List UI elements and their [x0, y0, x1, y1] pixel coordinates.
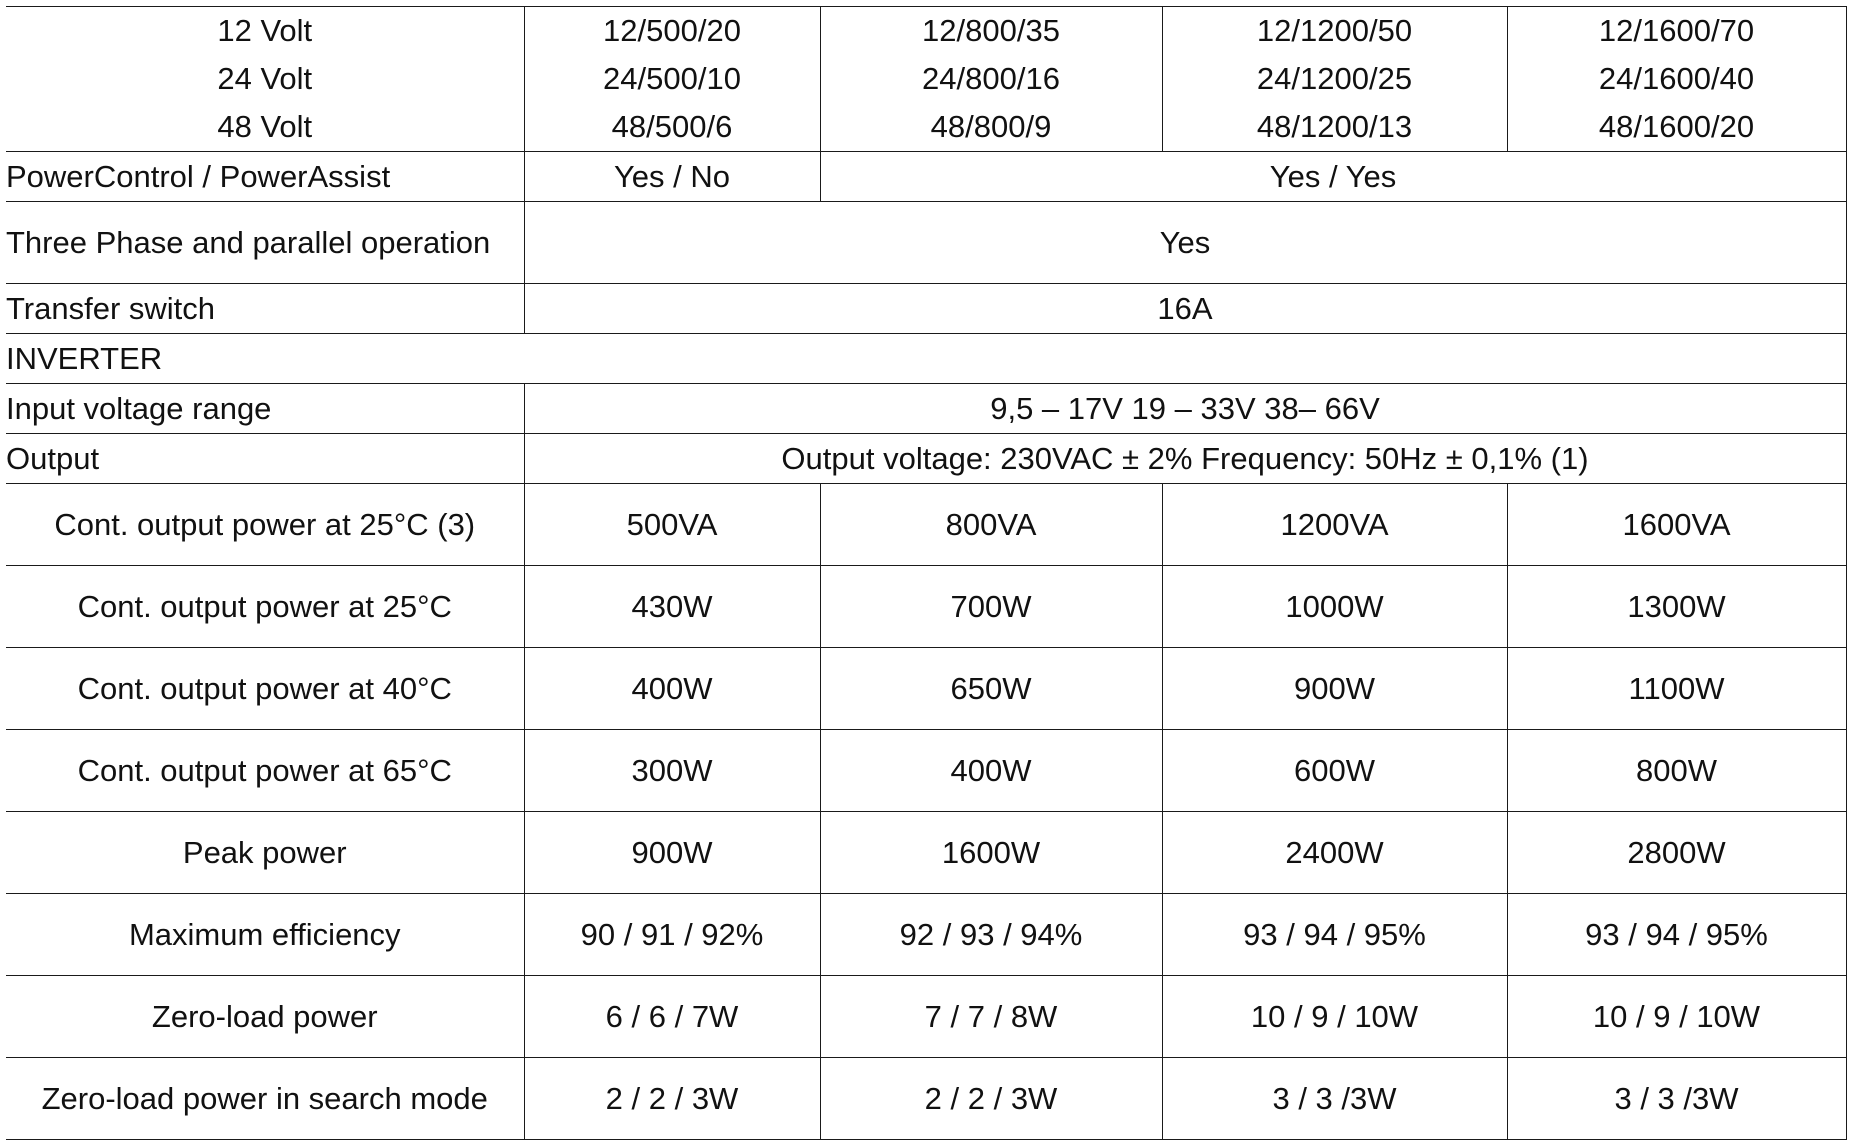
- row-label: Transfer switch: [6, 284, 524, 334]
- cell-value: Yes / Yes: [820, 152, 1846, 202]
- model-cell: [820, 7, 1162, 152]
- row-label: PowerControl / PowerAssist: [6, 152, 524, 202]
- cell-value: 93 / 94 / 95%: [1162, 894, 1507, 976]
- spec-table: [6, 6, 1847, 1140]
- model-code: 48/1600/20: [1598, 109, 1755, 144]
- voltage-label: 48 Volt: [217, 109, 313, 144]
- cell-value: 7 / 7 / 8W: [820, 976, 1162, 1058]
- cell-value: 1600W: [820, 812, 1162, 894]
- row-label: Input voltage range: [6, 384, 524, 434]
- cell-value: 800W: [1507, 730, 1846, 812]
- cell-value: 90 / 91 / 92%: [524, 894, 820, 976]
- power-control-row: [6, 152, 1846, 202]
- spec-row: [6, 894, 1846, 976]
- model-code: 24/500/10: [603, 61, 741, 96]
- cell-value: 700W: [820, 566, 1162, 648]
- model-code: 24/1200/25: [1256, 61, 1413, 96]
- transfer-switch-row: [6, 284, 1846, 334]
- model-code: 12/500/20: [603, 13, 741, 48]
- cell-value: 1200VA: [1162, 484, 1507, 566]
- cell-value: 900W: [524, 812, 820, 894]
- cell-value: 800VA: [820, 484, 1162, 566]
- model-code: 24/800/16: [922, 61, 1060, 96]
- voltage-row: [6, 7, 1846, 152]
- model-cell: [524, 7, 820, 152]
- row-label: Output: [6, 434, 524, 484]
- model-code: 12/1600/70: [1598, 13, 1755, 48]
- spec-row: [6, 484, 1846, 566]
- row-label: Zero-load power in search mode: [6, 1058, 524, 1140]
- cell-value: 9,5 – 17V 19 – 33V 38– 66V: [524, 384, 1846, 434]
- inverter-heading-row: [6, 334, 1846, 384]
- spec-row: [6, 648, 1846, 730]
- cell-value: 2800W: [1507, 812, 1846, 894]
- cell-value: 2400W: [1162, 812, 1507, 894]
- cell-value: 650W: [820, 648, 1162, 730]
- output-row: [6, 434, 1846, 484]
- row-label: Cont. output power at 25°C (3): [6, 484, 524, 566]
- cell-value: 600W: [1162, 730, 1507, 812]
- spec-row: [6, 976, 1846, 1058]
- cell-value: Yes: [524, 202, 1846, 284]
- cell-value: 1300W: [1507, 566, 1846, 648]
- section-heading: INVERTER: [6, 334, 1846, 384]
- cell-value: 900W: [1162, 648, 1507, 730]
- cell-value: 10 / 9 / 10W: [1507, 976, 1846, 1058]
- model-code: 24/1600/40: [1598, 61, 1755, 96]
- cell-value: 92 / 93 / 94%: [820, 894, 1162, 976]
- voltage-label: 24 Volt: [217, 61, 313, 96]
- cell-value: 16A: [524, 284, 1846, 334]
- cell-value: 2 / 2 / 3W: [820, 1058, 1162, 1140]
- cell-value: 300W: [524, 730, 820, 812]
- cell-value: 2 / 2 / 3W: [524, 1058, 820, 1140]
- three-phase-row: [6, 202, 1846, 284]
- model-code: 48/1200/13: [1256, 109, 1413, 144]
- cell-value: 1000W: [1162, 566, 1507, 648]
- cell-value: 400W: [820, 730, 1162, 812]
- row-label: Cont. output power at 25°C: [6, 566, 524, 648]
- spec-row: [6, 730, 1846, 812]
- model-code: 12/800/35: [922, 13, 1060, 48]
- cell-value: 1100W: [1507, 648, 1846, 730]
- model-code: 48/500/6: [611, 109, 733, 144]
- row-label: Peak power: [6, 812, 524, 894]
- model-cell: [1162, 7, 1507, 152]
- cell-value: 3 / 3 /3W: [1507, 1058, 1846, 1140]
- cell-value: Output voltage: 230VAC ± 2% Frequency: 50Hz ± 0,1% (1): [524, 434, 1846, 484]
- model-code: 48/800/9: [930, 109, 1052, 144]
- cell-value: 430W: [524, 566, 820, 648]
- row-label: Cont. output power at 40°C: [6, 648, 524, 730]
- row-label: Zero-load power: [6, 976, 524, 1058]
- voltage-label: 12 Volt: [217, 13, 313, 48]
- model-cell: [1507, 7, 1846, 152]
- model-code: 12/1200/50: [1256, 13, 1413, 48]
- spec-row: [6, 812, 1846, 894]
- cell-value: 3 / 3 /3W: [1162, 1058, 1507, 1140]
- spec-row: [6, 1058, 1846, 1140]
- cell-value: 6 / 6 / 7W: [524, 976, 820, 1058]
- row-label: Cont. output power at 65°C: [6, 730, 524, 812]
- cell-value: 500VA: [524, 484, 820, 566]
- voltage-label-cell: [6, 7, 524, 152]
- cell-value: Yes / No: [524, 152, 820, 202]
- cell-value: 400W: [524, 648, 820, 730]
- row-label: Three Phase and parallel operation: [6, 202, 524, 284]
- row-label: Maximum efficiency: [6, 894, 524, 976]
- input-voltage-row: [6, 384, 1846, 434]
- cell-value: 10 / 9 / 10W: [1162, 976, 1507, 1058]
- cell-value: 93 / 94 / 95%: [1507, 894, 1846, 976]
- cell-value: 1600VA: [1507, 484, 1846, 566]
- spec-row: [6, 566, 1846, 648]
